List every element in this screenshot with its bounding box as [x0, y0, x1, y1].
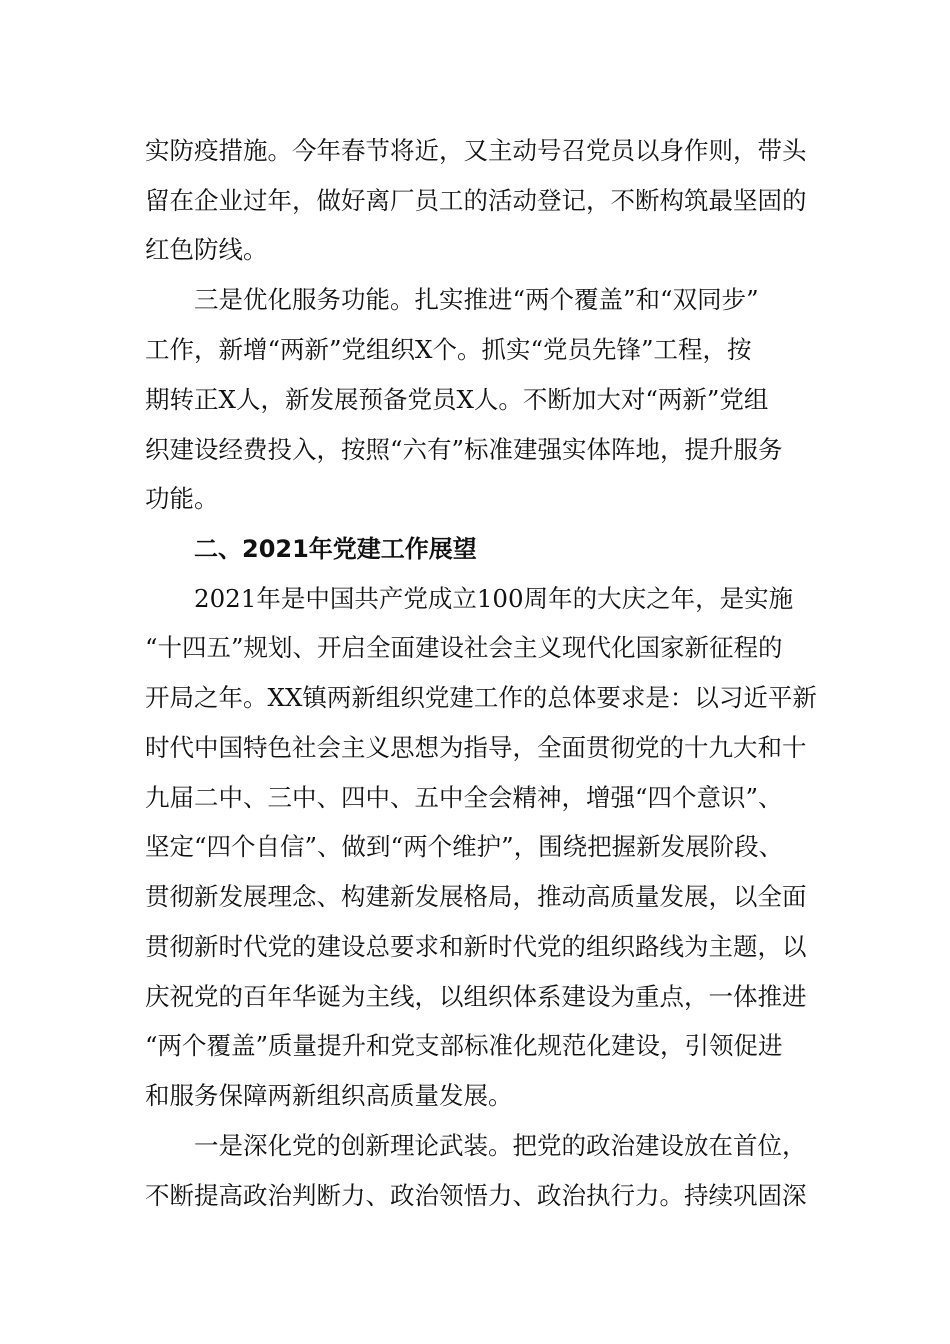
- paragraph-line: 2021年是中国共产党成立100周年的大庆之年，是实施: [194, 584, 794, 613]
- paragraph-line: 庆祝党的百年华诞为主线，以组织体系建设为重点，一体推进: [145, 982, 807, 1011]
- paragraph-line: “两个覆盖”质量提升和党支部标准化规范化建设，引领促进: [145, 1031, 783, 1060]
- paragraph-line: 九届二中、三中、四中、五中全会精神，增强“四个意识”、: [145, 783, 783, 812]
- paragraph-line: 坚定“四个自信”、做到“两个维护”，围绕把握新发展阶段、: [145, 832, 784, 861]
- paragraph-line: 实防疫措施。今年春节将近，又主动号召党员以身作则，带头: [145, 136, 807, 165]
- paragraph-line: 一是深化党的创新理论武装。把党的政治建设放在首位，: [194, 1131, 807, 1160]
- paragraph-line: 贯彻新时代党的建设总要求和新时代党的组织路线为主题，以: [145, 932, 807, 961]
- paragraph-line: 和服务保障两新组织高质量发展。: [145, 1081, 513, 1110]
- paragraph-line: 功能。: [145, 484, 219, 513]
- paragraph-line: 贯彻新发展理念、构建新发展格局，推动高质量发展，以全面: [145, 882, 807, 911]
- paragraph-line: 红色防线。: [145, 235, 268, 264]
- paragraph-line: 三是优化服务功能。扎实推进“两个覆盖”和“双同步”: [194, 285, 759, 314]
- paragraph-line: 时代中国特色社会主义思想为指导，全面贯彻党的十九大和十: [145, 733, 807, 762]
- section-heading: 二、2021年党建工作展望: [194, 535, 477, 563]
- paragraph-line: “十四五”规划、开启全面建设社会主义现代化国家新征程的: [145, 633, 783, 662]
- paragraph-line: 开局之年。XX镇两新组织党建工作的总体要求是：以习近平新: [145, 683, 817, 712]
- paragraph-line: 期转正X人，新发展预备党员X人。不断加大对“两新”党组: [145, 385, 769, 414]
- paragraph-line: 工作，新增“两新”党组织X个。抓实“党员先锋”工程，按: [145, 335, 752, 364]
- paragraph-line: 织建设经费投入，按照“六有”标准建强实体阵地，提升服务: [145, 435, 783, 464]
- paragraph-line: 不断提高政治判断力、政治领悟力、政治执行力。持续巩固深: [145, 1181, 807, 1210]
- paragraph-line: 留在企业过年，做好离厂员工的活动登记，不断构筑最坚固的: [145, 186, 807, 215]
